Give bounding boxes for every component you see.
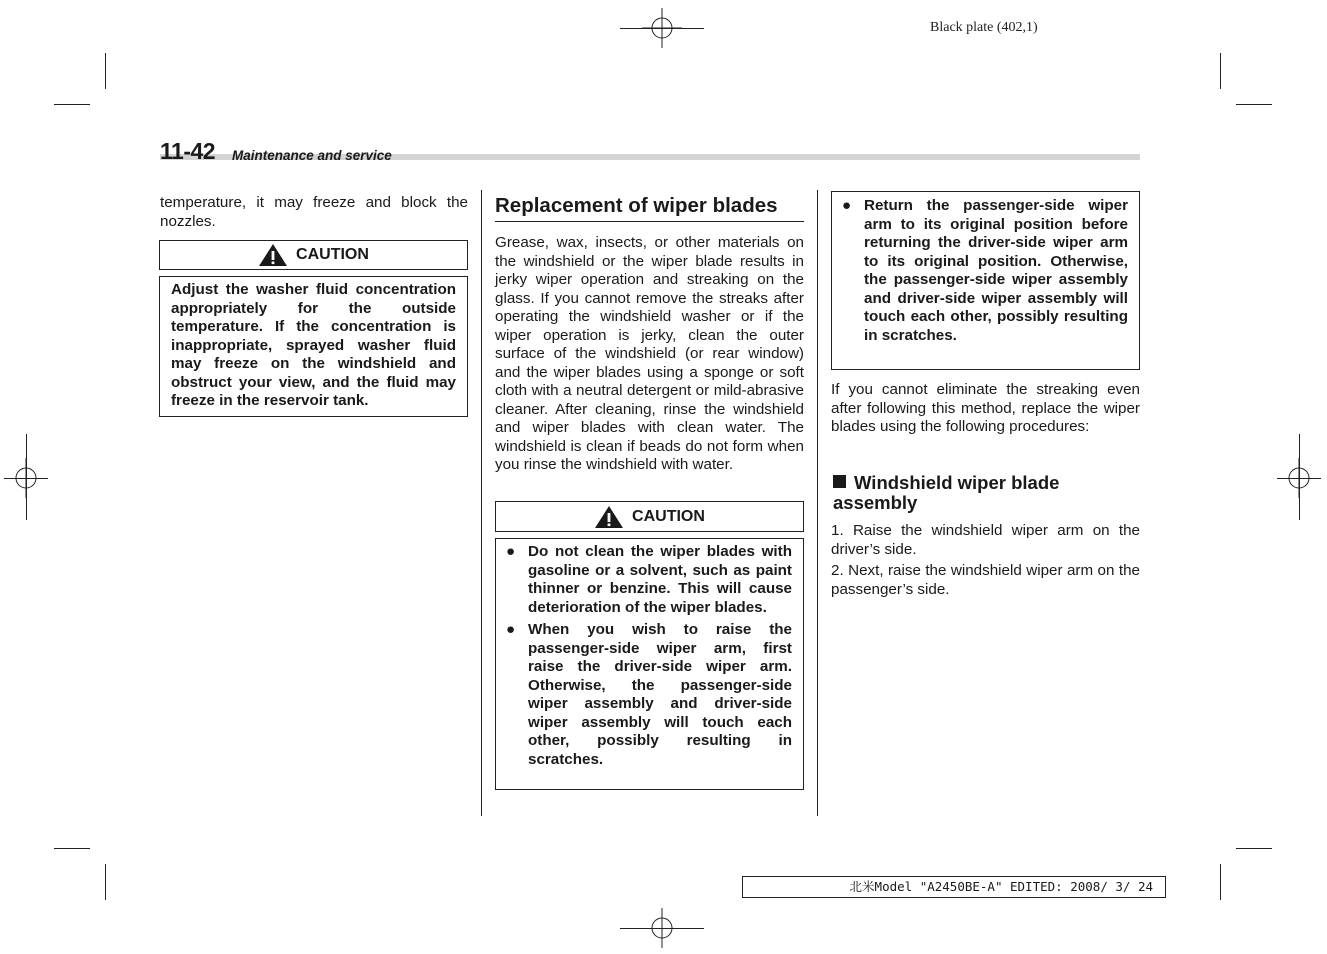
caution-body-continued (831, 191, 1140, 370)
crop-mark (1236, 104, 1272, 105)
crop-mark (54, 848, 90, 849)
body-paragraph: Grease, wax, insects, or other materials on the windshield or the wiper blade results in jerky wiper operation and streaking on the glass. If you cannot remove the streaks after operating the windshield washer or if the wiper operation is jerky, clean the outer surface of the windshield (or rear window) and the wiper blades using a sponge or soft cloth with a neutral detergent or mild-abrasive cleaner. After cleaning, rinse the windshield and wiper blades with clean water. The windshield is clean if beads do not form when you rinse the windshield with water. (495, 234, 804, 473)
intro-paragraph: temperature, it may freeze and block the nozzles. (160, 194, 468, 230)
caution-label: CAUTION (296, 246, 369, 263)
column-divider (481, 190, 482, 816)
bullet-text: When you wish to raise the passenger-side wiper arm, first raise the driver-side wiper arm. Otherwise, the passenger-side wiper assembly and driver-side wiper assembly will touch each other, possibly resulting in scratches. (528, 621, 792, 768)
step-2: 2. Next, raise the windshield wiper arm on the passenger’s side. (831, 562, 1140, 598)
caution-body (159, 276, 468, 417)
subsection-heading (833, 473, 1133, 513)
edit-info-box: 北米Model "A2450BE-A" EDITED: 2008/ 3/ 24 (742, 876, 1166, 898)
caution-header (495, 501, 804, 532)
bullet-text: Do not clean the wiper blades with gasoline or a solvent, such as paint thinner or benzine. This will cause deterioration of the wiper blades. (528, 543, 792, 616)
caution-bullet (506, 621, 792, 769)
page-number: 11-42 (160, 138, 216, 164)
crop-mark (1220, 53, 1221, 89)
warning-triangle-icon (594, 505, 624, 529)
caution-text: Adjust the washer fluid concentration appropriately for the outside temperature. If the concentration is inappropriate, sprayed washer fluid may freeze on the windshield and obstruct your view, and the fluid may freeze in the reservoir tank. (171, 281, 456, 409)
caution-header (159, 240, 468, 270)
bullet-text: Return the passenger-side wiper arm to its original position before returning the driver-side wiper arm to its original position. Otherwise, the passenger-side wiper assembly and driver-side wiper assembly will touch each other, possibly resulting in scratches. (864, 197, 1128, 344)
bullet-icon: ● (842, 197, 852, 214)
bullet-icon: ● (506, 543, 516, 560)
crop-mark (1220, 864, 1221, 900)
caution-bullet (506, 543, 792, 617)
heading-rule (495, 221, 804, 222)
square-bullet-icon (833, 475, 846, 488)
crop-mark (26, 434, 27, 520)
bullet-icon: ● (506, 621, 516, 638)
caution-bullet (842, 197, 1128, 345)
step-1: 1. Raise the windshield wiper arm on the driver’s side. (831, 522, 1140, 558)
plate-label: Black plate (402,1) (930, 20, 1038, 35)
section-heading: Replacement of wiper blades (495, 194, 778, 217)
crop-mark (620, 28, 704, 29)
crop-mark (620, 928, 704, 929)
caution-body (495, 538, 804, 790)
warning-triangle-icon (258, 243, 288, 267)
crop-mark (54, 104, 90, 105)
section-title: Maintenance and service (232, 148, 392, 163)
crop-mark (1236, 848, 1272, 849)
column-divider (817, 190, 818, 816)
crop-mark (105, 864, 106, 900)
body-paragraph: If you cannot eliminate the streaking even after following this method, replace the wiper blades using the following procedures: (831, 381, 1140, 435)
caution-label: CAUTION (632, 507, 705, 525)
crop-mark (105, 53, 106, 89)
crop-mark (1299, 434, 1300, 520)
subsection-title: Windshield wiper blade assembly (833, 472, 1060, 513)
